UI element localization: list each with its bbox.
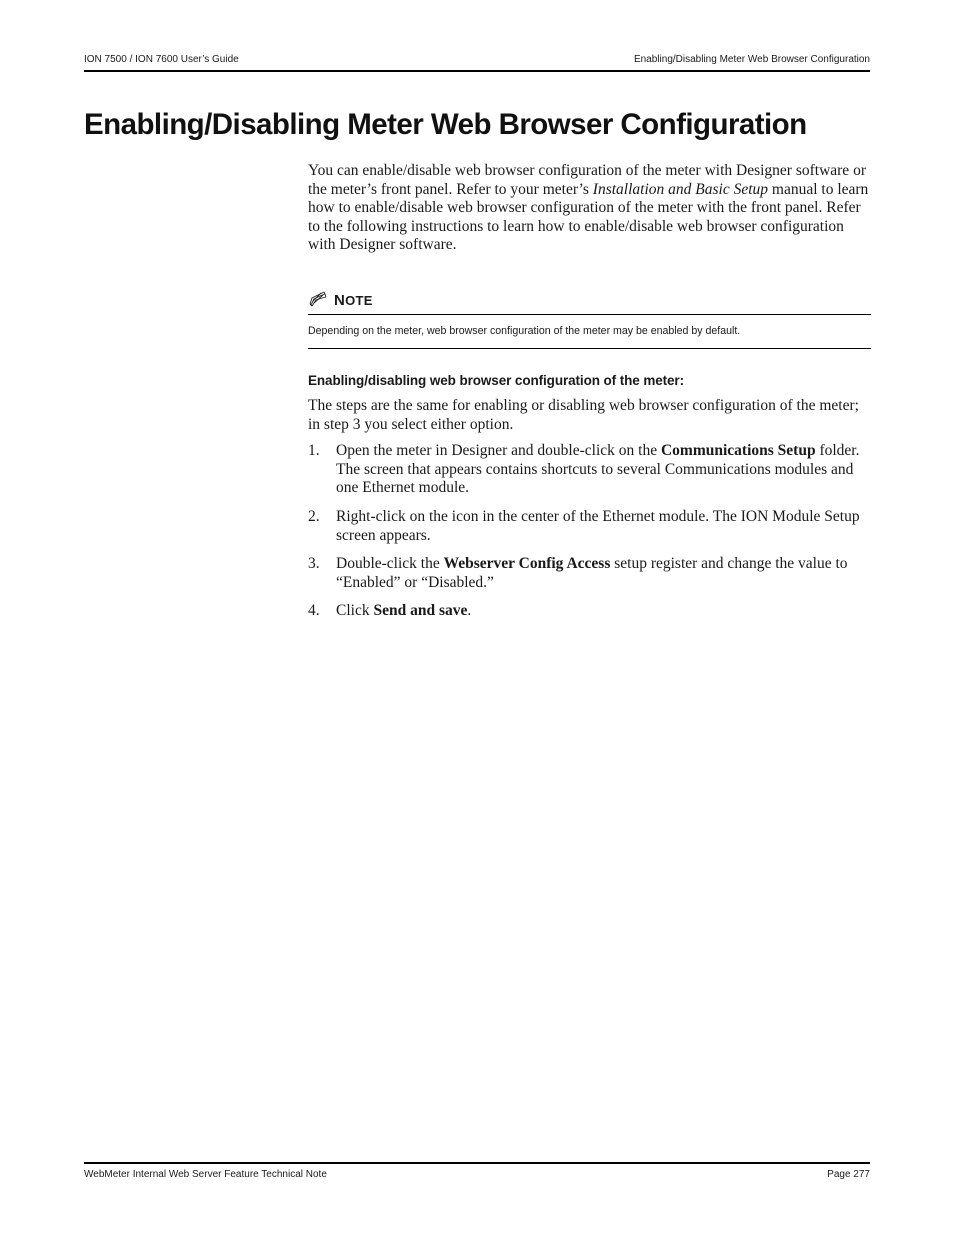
step-text <box>336 555 871 592</box>
step-text-bold: Send and save <box>373 602 468 620</box>
note-label-rest: OTE <box>345 292 373 308</box>
note-header <box>308 287 871 309</box>
footer-rule <box>84 1162 870 1164</box>
step-text-post: folder. The screen that appears contains shortcuts to several Communications modules and one Ethernet module. <box>336 442 860 497</box>
step-text <box>336 602 871 621</box>
step-number: 1. <box>308 442 320 460</box>
procedure-intro: The steps are the same for enabling or disabling web browser configuration of the meter; in step 3 you select either option. <box>308 396 859 433</box>
list-item <box>308 508 871 545</box>
intro-text-part2: manual to learn how to enable/disable web browser configuration of the meter with the front panel. Refer to the following instructions to learn how to enable/disable web browser configuration with Designer software. <box>308 180 869 254</box>
step-text-post: . <box>467 602 472 620</box>
step-text-pre: Right-click on the icon in the center of the Ethernet module. The ION Module Setup screen appears. <box>336 507 860 544</box>
step-text-post: setup register and change the value to “Enabled” or “Disabled.” <box>336 555 848 591</box>
note-text: Depending on the meter, web browser configuration of the meter may be enabled by default. <box>308 324 741 337</box>
list-item <box>308 555 871 592</box>
step-text-bold: Webserver Config Access <box>443 555 611 573</box>
intro-italic-reference: Installation and Basic Setup <box>592 180 769 198</box>
page-number: Page 277 <box>827 1169 870 1180</box>
procedure-steps <box>308 442 871 621</box>
footer-left-text: WebMeter Internal Web Server Feature Technical Note <box>84 1169 327 1180</box>
note-top-rule <box>308 314 871 315</box>
step-text-pre: Double-click the <box>336 555 444 573</box>
note-label <box>334 293 373 309</box>
list-item <box>308 442 871 498</box>
step-text-pre: Open the meter in Designer and double-click on the <box>336 442 661 460</box>
note-label-initial: N <box>334 291 346 309</box>
page-header <box>84 53 870 67</box>
page-footer <box>84 1168 870 1182</box>
note-bottom-rule <box>308 348 871 349</box>
page-title: Enabling/Disabling Meter Web Browser Configuration <box>84 108 807 141</box>
procedure-heading: Enabling/disabling web browser configuration of the meter: <box>308 372 684 388</box>
intro-paragraph <box>308 162 871 255</box>
intro-text-part1: You can enable/disable web browser configuration of the meter with Designer software or the meter’s front panel. Refer to your meter’s <box>308 162 866 198</box>
step-number: 2. <box>308 507 320 525</box>
step-number: 3. <box>308 555 320 573</box>
header-right-text: Enabling/Disabling Meter Web Browser Configuration <box>633 54 870 65</box>
list-item <box>308 602 871 621</box>
header-rule <box>84 70 870 72</box>
step-text-pre: Click <box>336 602 374 620</box>
step-text <box>336 508 871 545</box>
note-pencil-icon <box>308 289 328 309</box>
step-text <box>336 442 871 498</box>
step-text-bold: Communications Setup <box>660 442 816 460</box>
main-content <box>308 162 871 631</box>
header-left-text: ION 7500 / ION 7600 User’s Guide <box>84 54 239 65</box>
step-number: 4. <box>308 602 320 620</box>
